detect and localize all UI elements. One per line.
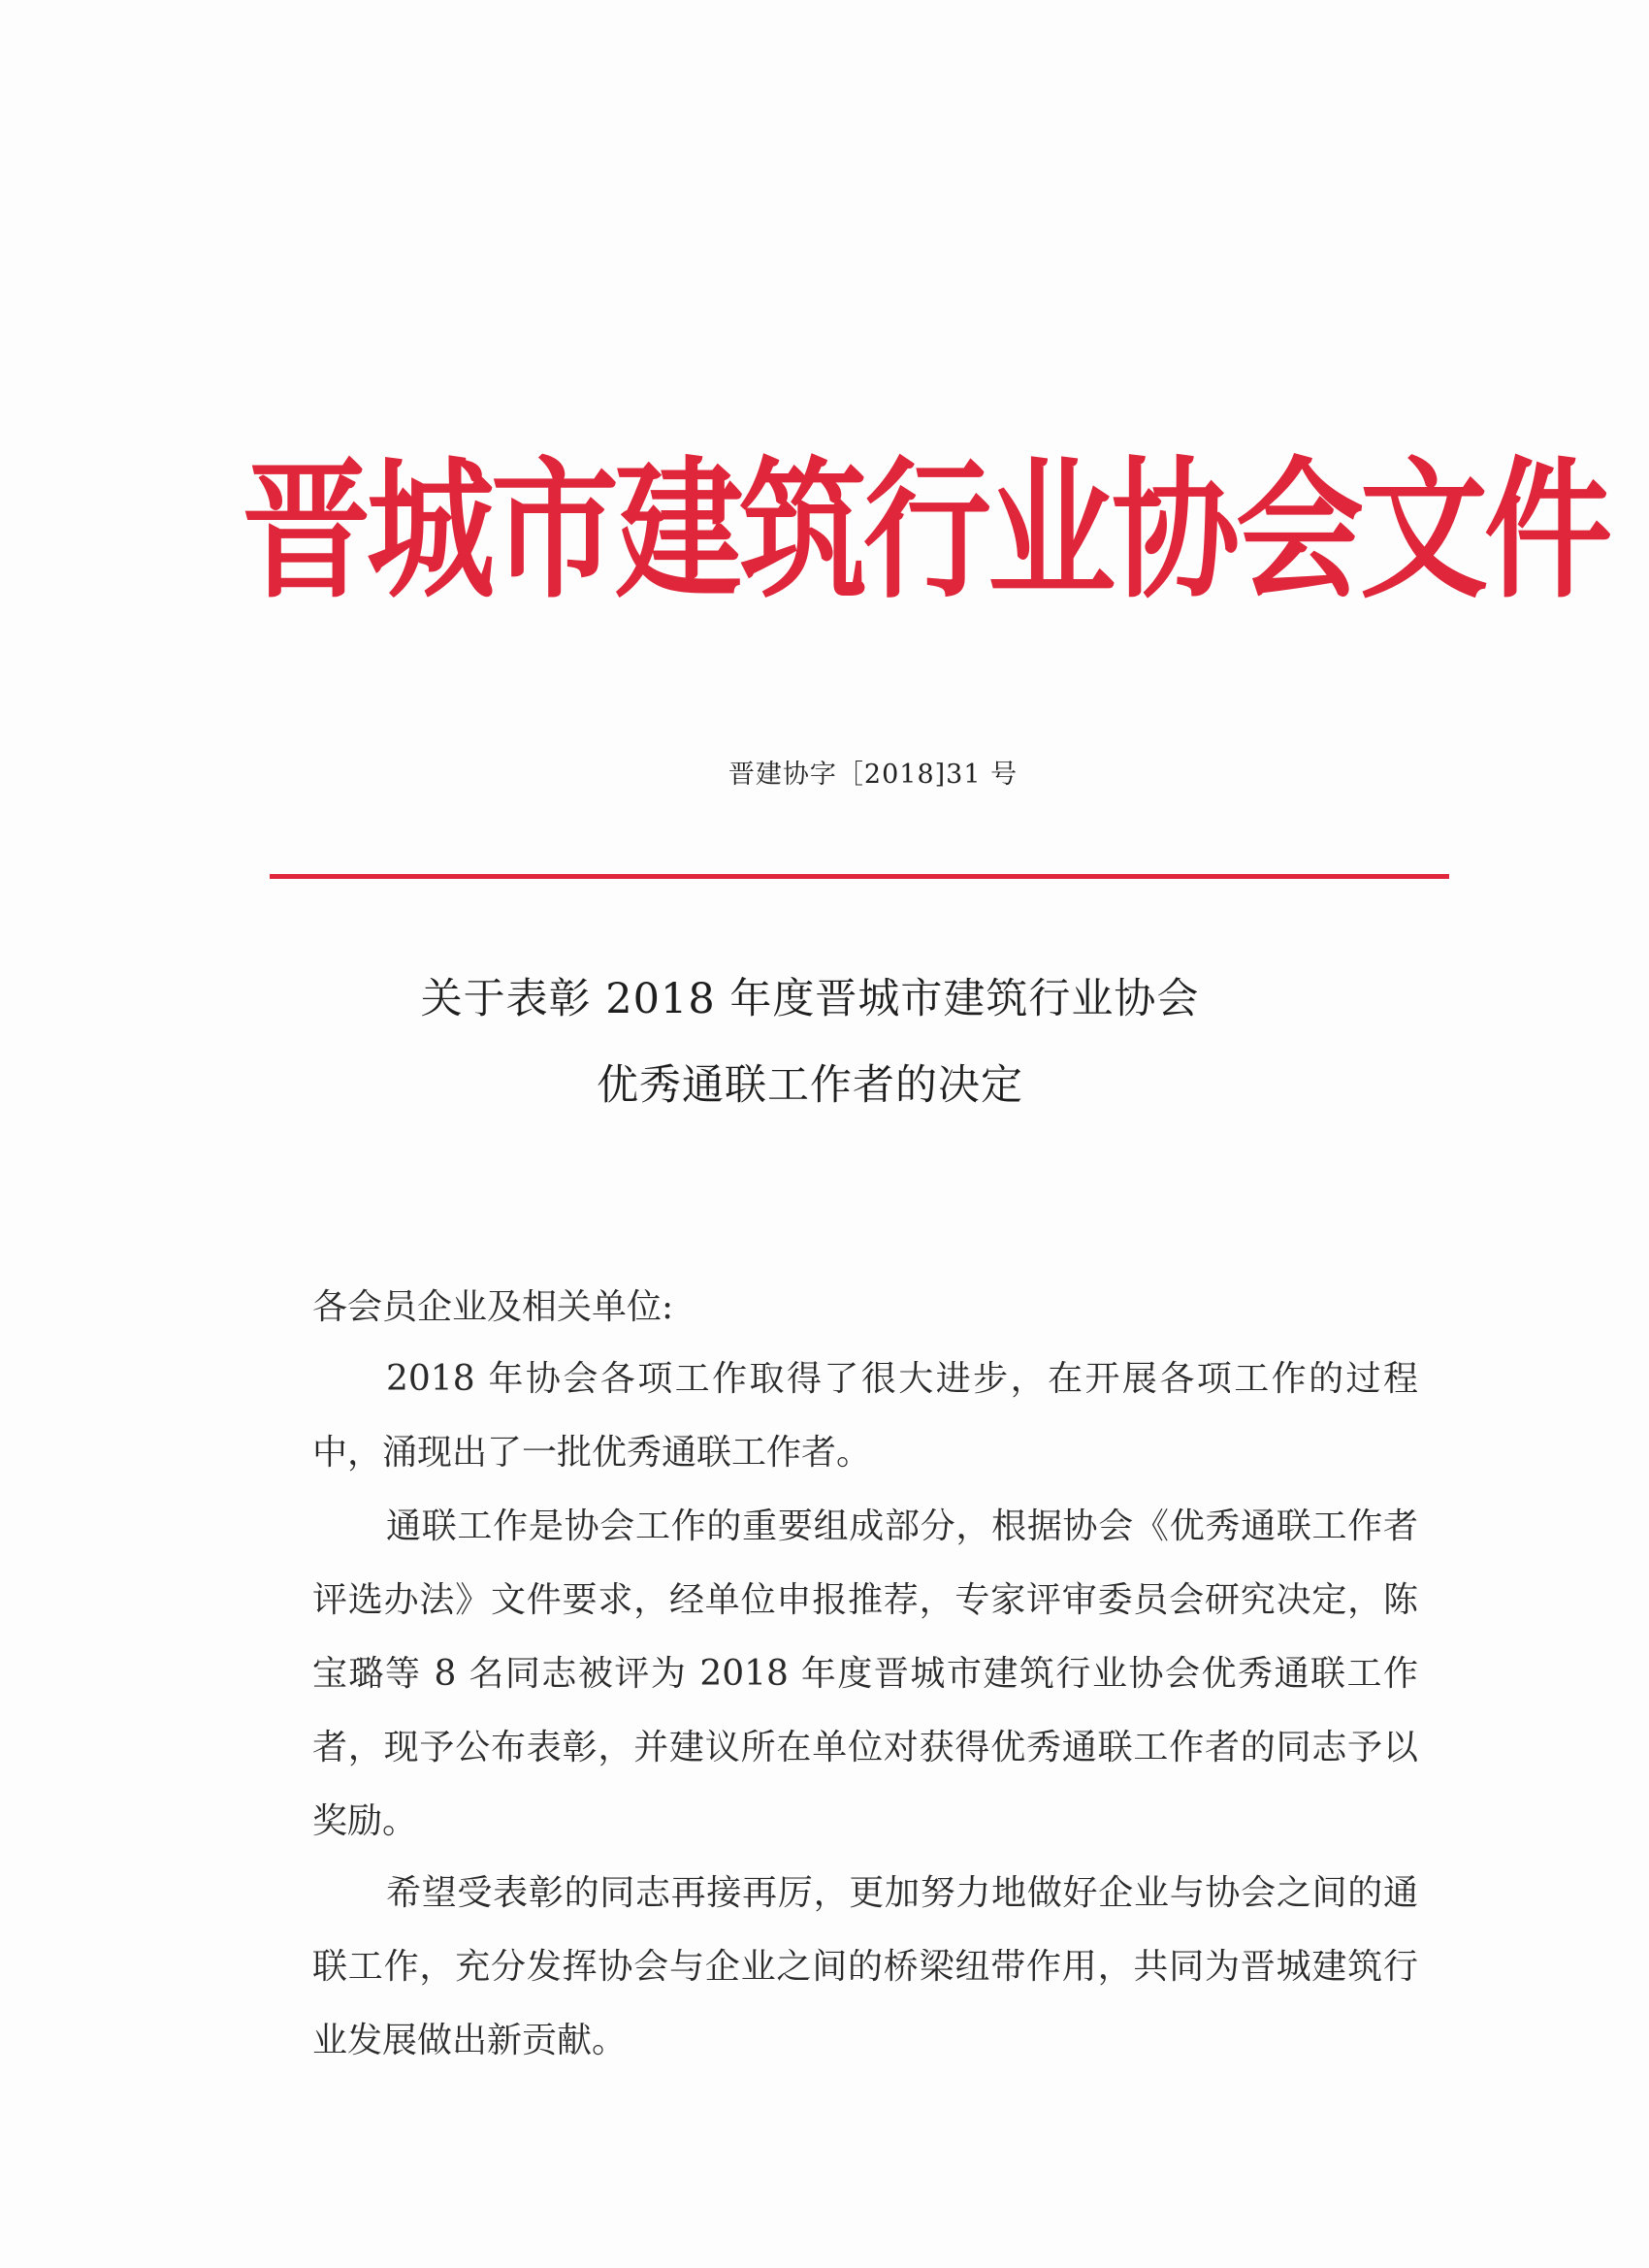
body-paragraph-2: 通联工作是协会工作的重要组成部分，根据协会《优秀通联工作者评选办法》文件要求，经单位申报推荐，专家评审委员会研究决定，陈宝璐等 8 名同志被评为 2018 年度晋城市建筑行业协会优秀通联工作者，现予公布表彰，并建议所在单位对获得优秀通联工作者的同志予以奖励。 bbox=[312, 1507, 1418, 1841]
letterhead-title: 晋城市建筑行业协会文件 bbox=[242, 441, 1608, 620]
body-paragraph-1: 2018 年协会各项工作取得了很大进步，在开展各项工作的过程中，涌现出了一批优秀通联工作者。 bbox=[312, 1359, 1418, 1473]
document-title-line-1: 关于表彰 2018 年度晋城市建筑行业协会 bbox=[420, 975, 1200, 1023]
document-title-line-2: 优秀通联工作者的决定 bbox=[597, 1061, 1023, 1110]
body-paragraph-3: 希望受表彰的同志再接再厉，更加努力地做好企业与协会之间的通联工作，充分发挥协会与企业之间的桥梁纽带作用，共同为晋城建筑行业发展做出新贡献。 bbox=[312, 1873, 1418, 2060]
salutation: 各会员企业及相关单位: bbox=[312, 1287, 674, 1327]
red-divider-line bbox=[270, 874, 1449, 879]
document-number: 晋建协字［2018]31 号 bbox=[728, 760, 1018, 790]
